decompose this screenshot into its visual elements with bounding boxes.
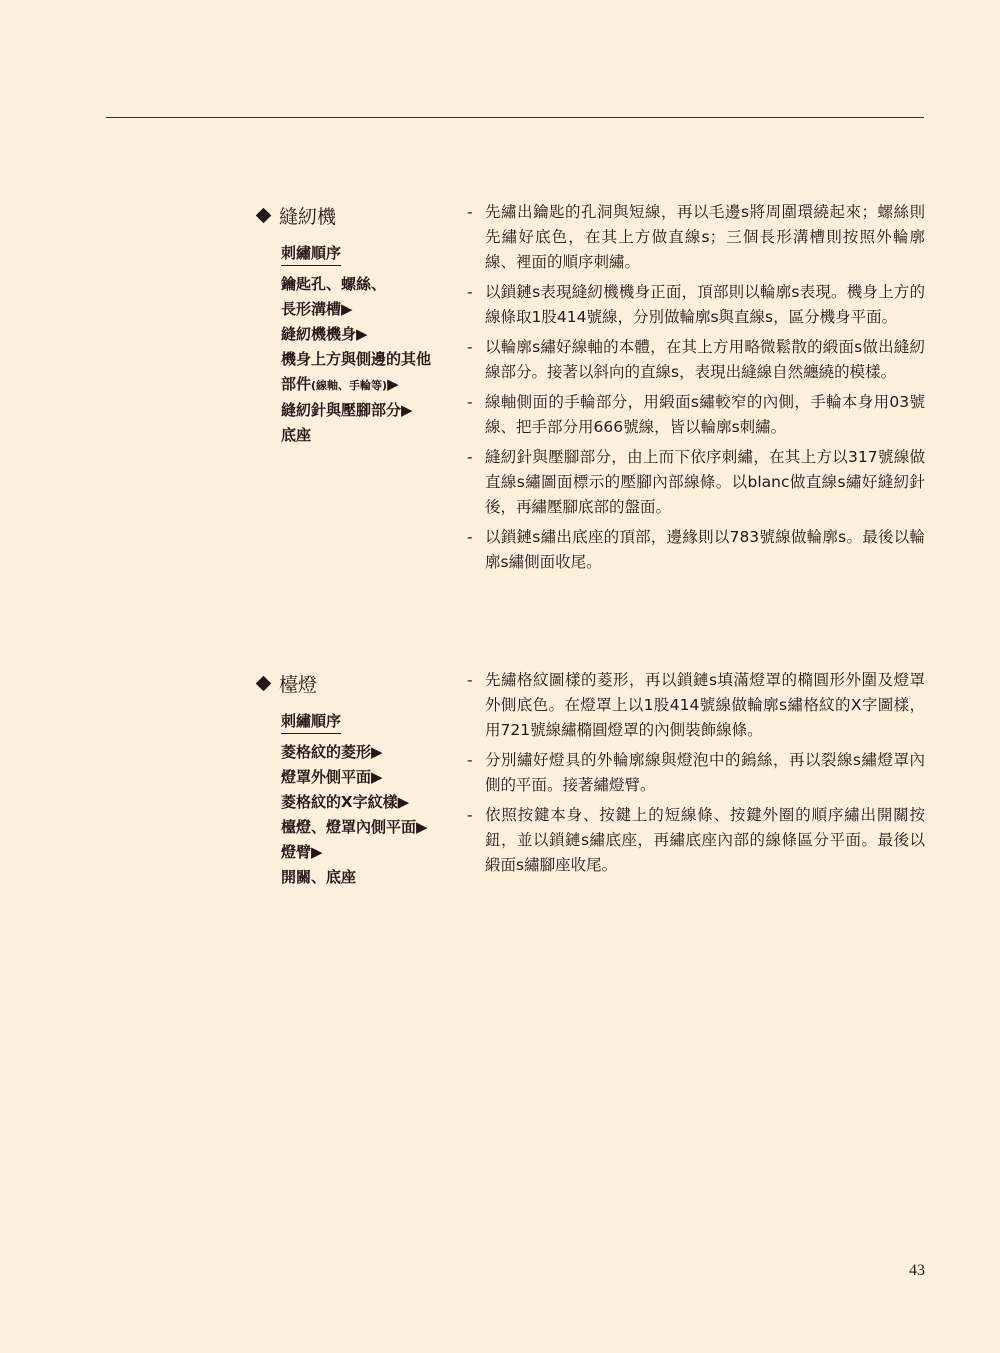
embroidery-order-label: 刺繡順序: [281, 242, 341, 266]
diamond-bullet-icon: [256, 675, 272, 691]
instruction-text: 線軸側面的手輪部分，用緞面s繡較窄的內側，手輪本身用03號線、把手部分用666號線，皆以輪廓s刺繡。: [485, 393, 925, 436]
page-number: 43: [909, 1262, 925, 1279]
instruction-text: 以鎖鏈s繡出底座的頂部，邊緣則以783號線做輪廓s。最後以輪廓s繡側面收尾。: [485, 528, 925, 571]
order-step: 菱格紋的菱形▶: [281, 743, 383, 761]
dash-bullet-icon: -: [467, 338, 473, 356]
instruction-item: [465, 335, 925, 385]
instruction-item: [465, 803, 925, 878]
section-title: 縫紉機: [279, 205, 337, 228]
instruction-item: [465, 280, 925, 330]
dash-bullet-icon: -: [467, 528, 473, 546]
instruction-list: [465, 200, 925, 580]
order-step: 菱格紋的X字紋樣▶: [281, 793, 410, 811]
instruction-list: [465, 668, 925, 883]
instruction-text: 先繡格紋圖樣的菱形，再以鎖鏈s填滿燈罩的橢圓形外圍及燈罩外側底色。在燈罩上以1股414號線做輪廓s繡格紋的X字圖樣，用721號線繡橢圓燈罩的內側裝飾線條。: [485, 671, 925, 739]
diamond-bullet-icon: [256, 207, 272, 223]
dash-bullet-icon: -: [467, 751, 473, 769]
dash-bullet-icon: -: [467, 283, 473, 301]
section-sidebar: [255, 668, 455, 886]
order-step: [281, 372, 481, 398]
order-step-note: (線軸、手輪等): [311, 379, 388, 392]
order-step-main: 部件: [281, 375, 312, 393]
dash-bullet-icon: -: [467, 203, 473, 221]
order-step: 檯燈、燈罩內側平面▶: [281, 818, 428, 836]
order-step: 燈罩外側平面▶: [281, 768, 383, 786]
embroidery-order-list: [281, 740, 481, 890]
order-step: 鑰匙孔、螺絲、: [281, 275, 387, 293]
order-step: 開關、底座: [281, 868, 357, 886]
instruction-item: [465, 390, 925, 440]
order-step: 縫紉機機身▶: [281, 325, 368, 343]
order-step: 機身上方與側邊的其他: [281, 350, 432, 368]
instruction-text: 縫紉針與壓腳部分，由上而下依序刺繡，在其上方以317號線做直線s繡圖面標示的壓腳內部線條。以blanc做直線s繡好縫紉針後，再繡壓腳底部的盤面。: [485, 448, 925, 516]
instruction-item: [465, 668, 925, 743]
dash-bullet-icon: -: [467, 806, 473, 824]
order-step: 長形溝槽▶: [281, 300, 353, 318]
instruction-text: 以鎖鏈s表現縫紉機機身正面，頂部則以輪廓s表現。機身上方的線條取1股414號線，分別做輪廓s與直線s，區分機身平面。: [485, 283, 925, 326]
order-step-arrow: ▶: [387, 375, 399, 393]
instruction-text: 先繡出鑰匙的孔洞與短線，再以毛邊s將周圍環繞起來；螺絲則先繡好底色，在其上方做直線s；三個長形溝槽則按照外輪廓線、裡面的順序刺繡。: [485, 203, 925, 271]
section-sidebar: [255, 200, 455, 444]
order-step: 縫紉針與壓腳部分▶: [281, 401, 413, 419]
section-title: 檯燈: [279, 673, 318, 696]
instruction-item: [465, 445, 925, 520]
dash-bullet-icon: -: [467, 671, 473, 689]
instruction-item: [465, 525, 925, 575]
instruction-item: [465, 748, 925, 798]
embroidery-order-label: 刺繡順序: [281, 710, 341, 734]
instruction-text: 依照按鍵本身、按鍵上的短線條、按鍵外圈的順序繡出開關按鈕，並以鎖鏈s繡底座，再繡底座內部的線條區分平面。最後以緞面s繡腳座收尾。: [485, 806, 925, 874]
order-step: 底座: [281, 426, 312, 444]
instruction-text: 以輪廓s繡好線軸的本體，在其上方用略微鬆散的緞面s做出縫紉線部分。接著以斜向的直線s，表現出縫線自然纏繞的模樣。: [485, 338, 925, 381]
section-heading: [255, 668, 455, 698]
instruction-item: [465, 200, 925, 275]
dash-bullet-icon: -: [467, 393, 473, 411]
order-step: 燈臂▶: [281, 843, 323, 861]
top-rule: [106, 117, 924, 118]
embroidery-order-list: [281, 272, 481, 448]
section-heading: [255, 200, 455, 230]
instruction-text: 分別繡好燈具的外輪廓線與燈泡中的鎢絲，再以裂線s繡燈罩內側的平面。接著繡燈臂。: [485, 751, 925, 794]
dash-bullet-icon: -: [467, 448, 473, 466]
